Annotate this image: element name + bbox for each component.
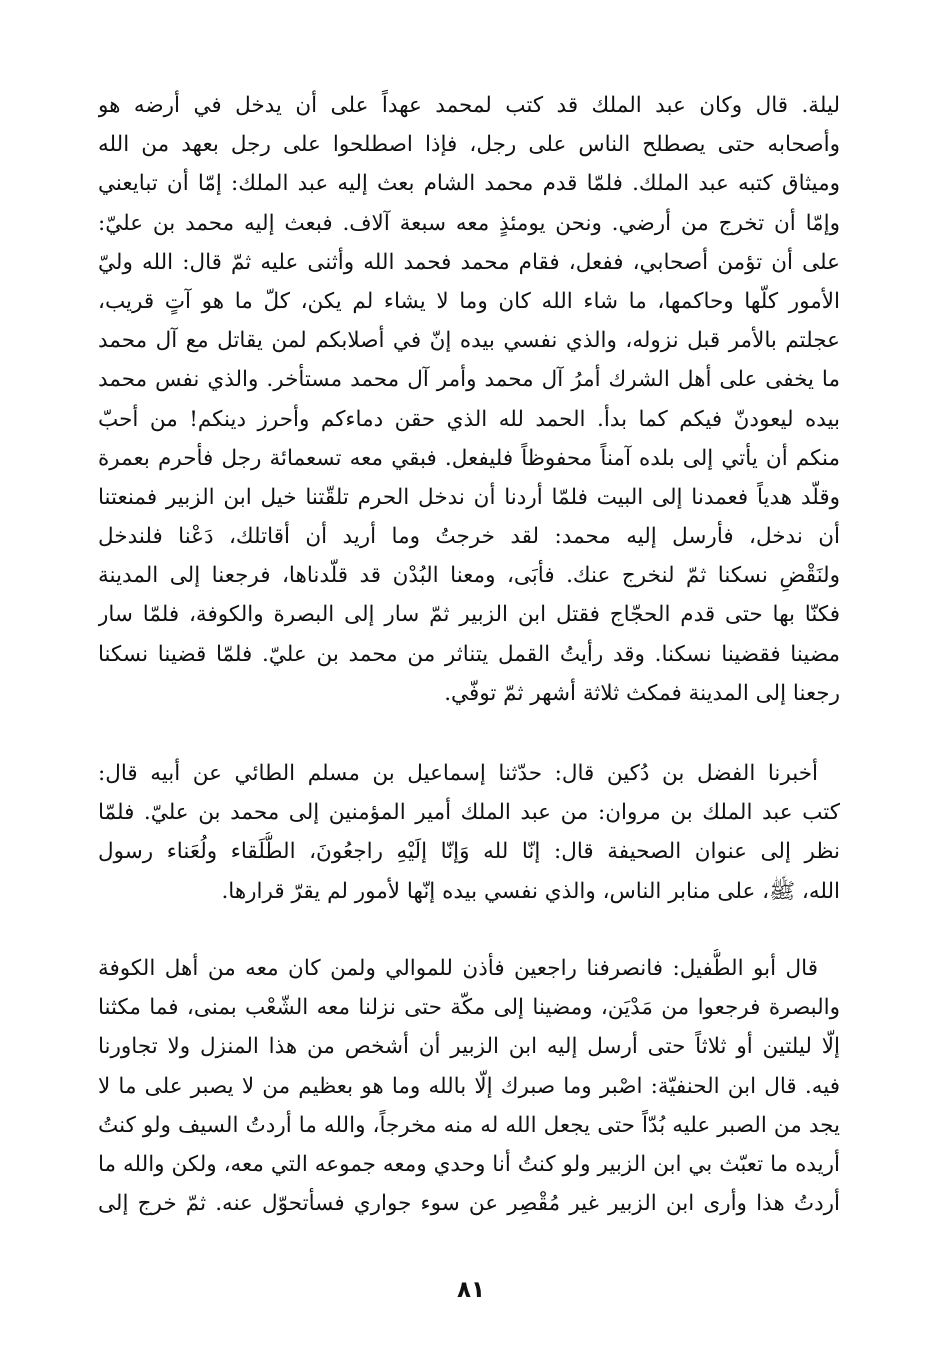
text-line: أخبرنا الفضل بن دُكين قال: حدّثنا إسماعيل بن مسلم الطائي عن أبيه قال: bbox=[98, 761, 818, 786]
text-line: فيه. قال ابن الحنفيّة: اصْبر وما صبرك إلّا بالله وما هو بعظيم من لا يصبر على ما لا bbox=[98, 1073, 840, 1099]
text-line: على أن تؤمن أصحابي، ففعل، فقام محمد فحمد الله وأثنى عليه ثمّ قال: الله وليّ bbox=[98, 249, 840, 275]
text-line: أريده ما تعبّث بي ابن الزبير ولو كنتُ أنا وحدي ومعه جموعه التي معه، ولكن والله ما bbox=[98, 1151, 840, 1177]
text-line: وإمّا أن تخرج من أرضي. ونحن يومئذٍ معه سبعة آلاف. فبعث إليه محمد بن عليّ: bbox=[98, 210, 840, 236]
text-line: فكنّا بها حتى قدم الحجّاج فقتل ابن الزبير ثمّ سار إلى البصرة والكوفة، فلمّا سار bbox=[98, 602, 840, 628]
text-line: وأصحابه حتى يصطلح الناس على رجل، فإذا اصطلحوا على رجل بعهد من الله bbox=[98, 132, 840, 158]
text-line: قال أبو الطُّفيل: فانصرفنا راجعين فأذن للموالي ولمن كان معه من أهل الكوفة bbox=[98, 956, 818, 981]
text-line: بيده ليعودنّ فيكم كما بدأ. الحمد لله الذي حقن دماءكم وأحرز دينكم! من أحبّ bbox=[98, 406, 840, 432]
paragraph-3 bbox=[98, 949, 840, 1223]
text-line: عجلتم بالأمر قبل نزوله، والذي نفسي بيده إنّ في أصلابكم لمن يقاتل مع آل محمد bbox=[98, 328, 840, 354]
text-line: أردتُ هذا وأرى ابن الزبير غير مُقْصِر عن سوء جواري فسأتحوّل عنه. ثمّ خرج إلى bbox=[98, 1191, 840, 1217]
text-line: أن ندخل، فأرسل إليه محمد: لقد خرجتُ وما أريد أن أقاتلك، دَعْنا فلندخل bbox=[98, 524, 840, 550]
text-line: وقلّد هدياً فعمدنا إلى البيت فلمّا أردنا أن ندخل الحرم تلقّتنا خيل ابن الزبير فمنعتنا bbox=[98, 484, 840, 510]
text-line: يجد من الصبر عليه بُدّاً حتى يجعل الله له منه مخرجاً، والله ما أردتُ السيف ولو كنتُ bbox=[98, 1112, 840, 1138]
text-line: وميثاق كتبه عبد الملك. فلمّا قدم محمد الشام بعث إليه عبد الملك: إمّا أن تبايعني bbox=[98, 171, 840, 197]
page-number: ٨١ bbox=[456, 1277, 486, 1303]
text-line: رجعنا إلى المدينة فمكث ثلاثة أشهر ثمّ توفّي. bbox=[444, 680, 840, 706]
text-line: مضينا فقضينا نسكنا. وقد رأيتُ القمل يتناثر من محمد بن عليّ. فلمّا قضينا نسكنا bbox=[98, 641, 840, 667]
text-line: إلّا ليلتين أو ثلاثاً حتى أرسل إليه ابن الزبير أن أشخص من هذا المنزل ولا تجاورنا bbox=[98, 1034, 840, 1060]
paragraph-2 bbox=[98, 754, 840, 911]
text-line: ما يخفى على أهل الشرك أمرُ آل محمد وأمر آل محمد مستأخر. والذي نفس محمد bbox=[98, 367, 840, 393]
text-line: كتب عبد الملك بن مروان: من عبد الملك أمير المؤمنين إلى محمد بن عليّ. فلمّا bbox=[98, 800, 840, 826]
text-line: ليلة. قال وكان عبد الملك قد كتب لمحمد عهداً على أن يدخل في أرضه هو bbox=[98, 93, 840, 118]
paragraph-1 bbox=[98, 86, 840, 713]
text-line: ولنَقْضِ نسكنا ثمّ لنخرج عنك. فأبَى، ومعنا البُدْن قد قلّدناها، فرجعنا إلى المدينة bbox=[98, 563, 840, 589]
text-line: والبصرة فرجعوا من مَدْيَن، ومضينا إلى مكّة حتى نزلنا معه الشّعْب بمنى، فما مكثنا bbox=[98, 995, 840, 1021]
text-line: الأمور كلّها وحاكمها، ما شاء الله كان وما لا يشاء لم يكن، كلّ ما هو آتٍ قريب، bbox=[98, 288, 840, 314]
text-line: الله، ﷺ، على منابر الناس، والذي نفسي بيده إنّها لأمور لم يقرّ قرارها. bbox=[221, 878, 840, 904]
text-line: نظر إلى عنوان الصحيفة قال: إنّا لله وَإنّا إلَيْهِ راجعُونَ، الطُّلَقاء ولُعَناء رسول bbox=[98, 839, 840, 865]
text-line: منكم أن يأتي إلى بلده آمناً محفوظاً فليفعل. فبقي معه تسعمائة رجل فأحرم بعمرة bbox=[98, 445, 840, 471]
